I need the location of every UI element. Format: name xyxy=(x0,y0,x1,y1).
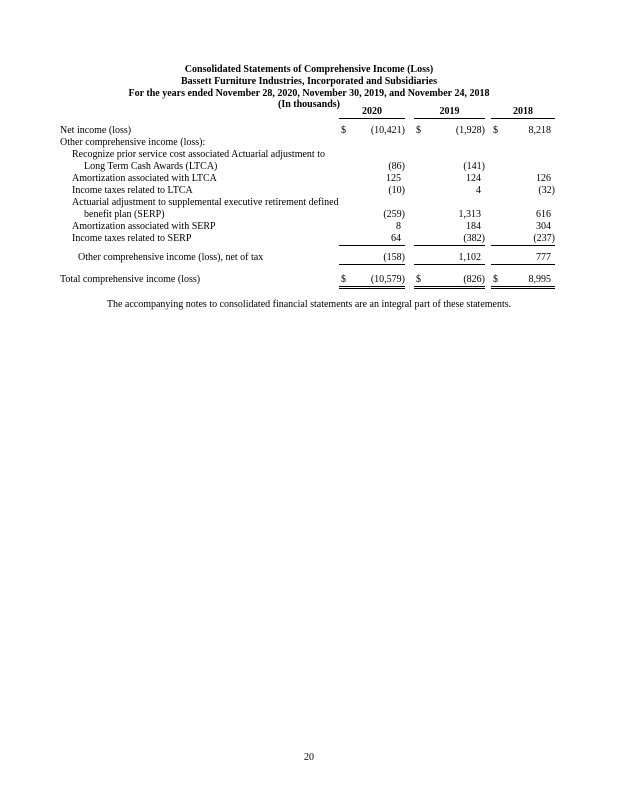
footnote: The accompanying notes to consolidated financial statements are an integral part of these statements. xyxy=(106,299,512,310)
cell-2019 xyxy=(414,209,485,221)
dollar-sign: $ xyxy=(493,274,498,285)
cell-value: 64 xyxy=(391,233,401,244)
cell-2020 xyxy=(339,185,405,197)
cell-2020 xyxy=(339,209,405,221)
cell-2018 xyxy=(491,274,555,289)
cell-value: (382) xyxy=(463,233,485,244)
cell-2018 xyxy=(491,185,555,197)
cell-2018 xyxy=(491,233,555,246)
cell-2020 xyxy=(339,274,405,289)
cell-2018 xyxy=(491,161,555,173)
cell-value: (259) xyxy=(383,209,405,220)
cell-2018 xyxy=(491,173,555,185)
cell-2018 xyxy=(491,149,555,161)
row-label: Net income (loss) xyxy=(60,125,132,136)
cell-2020 xyxy=(339,137,405,149)
cell-value: 126 xyxy=(536,173,551,184)
dollar-sign: $ xyxy=(493,125,498,136)
cell-value: 616 xyxy=(536,209,551,220)
dollar-sign: $ xyxy=(416,125,421,136)
table-row xyxy=(60,274,560,286)
cell-value: (237) xyxy=(533,233,555,244)
cell-2019 xyxy=(414,149,485,161)
row-label: Amortization associated with SERP xyxy=(72,221,216,232)
cell-2020 xyxy=(339,252,405,265)
cell-value: 304 xyxy=(536,221,551,232)
cell-2019 xyxy=(414,252,485,265)
cell-value: 777 xyxy=(536,252,551,263)
cell-2018 xyxy=(491,137,555,149)
cell-2018 xyxy=(491,125,555,137)
cell-2020 xyxy=(339,221,405,233)
table-row xyxy=(60,185,560,197)
cell-value: 124 xyxy=(466,173,481,184)
cell-2018 xyxy=(491,209,555,221)
period-description: For the years ended November 28, 2020, November 30, 2019, and November 24, 2018 xyxy=(128,87,490,99)
row-label: Amortization associated with LTCA xyxy=(72,173,217,184)
cell-value: (10,421) xyxy=(370,125,405,136)
table-row xyxy=(60,197,560,209)
row-label: Income taxes related to LTCA xyxy=(72,185,193,196)
row-label: benefit plan (SERP) xyxy=(84,209,165,220)
cell-2020 xyxy=(339,197,405,209)
table-row xyxy=(60,252,560,264)
table-row xyxy=(60,137,560,149)
cell-value: (32) xyxy=(538,185,555,196)
row-label: Other comprehensive income (loss), net of tax xyxy=(78,252,264,263)
cell-2019 xyxy=(414,197,485,209)
table-row xyxy=(60,161,560,173)
row-label: Total comprehensive income (loss) xyxy=(60,274,201,285)
row-label: Income taxes related to SERP xyxy=(72,233,192,244)
cell-2020 xyxy=(339,173,405,185)
units-note: (In thousands) xyxy=(278,99,340,111)
cell-2020 xyxy=(339,161,405,173)
table-row xyxy=(60,233,560,245)
column-header-2018: 2018 xyxy=(491,106,555,119)
cell-2020 xyxy=(339,125,405,137)
cell-2019 xyxy=(414,137,485,149)
cell-value: (141) xyxy=(463,161,485,172)
cell-value: (86) xyxy=(388,161,405,172)
table-row xyxy=(60,221,560,233)
row-label: Long Term Cash Awards (LTCA) xyxy=(84,161,218,172)
table-row xyxy=(60,209,560,221)
dollar-sign: $ xyxy=(341,125,346,136)
cell-2018 xyxy=(491,221,555,233)
row-label: Recognize prior service cost associated Actuarial adjustment to xyxy=(72,149,325,160)
cell-value: (1,928) xyxy=(455,125,485,136)
cell-value: (158) xyxy=(383,252,405,263)
statement-title: Consolidated Statements of Comprehensive Income (Loss) xyxy=(184,64,434,75)
dollar-sign: $ xyxy=(416,274,421,285)
cell-value: (826) xyxy=(463,274,485,285)
column-header-2019: 2019 xyxy=(414,106,485,119)
cell-2019 xyxy=(414,185,485,197)
cell-value: 8,995 xyxy=(528,274,551,285)
page-number: 20 xyxy=(304,752,314,763)
cell-value: (10) xyxy=(388,185,405,196)
statement-title-block xyxy=(0,64,618,111)
cell-value: 1,102 xyxy=(458,252,481,263)
row-label: Other comprehensive income (loss): xyxy=(60,137,206,148)
cell-2019 xyxy=(414,233,485,246)
cell-value: 8 xyxy=(396,221,401,232)
cell-2019 xyxy=(414,173,485,185)
cell-value: 1,313 xyxy=(458,209,481,220)
column-header-2020: 2020 xyxy=(339,106,405,119)
cell-value: 125 xyxy=(386,173,401,184)
row-label: Actuarial adjustment to supplemental executive retirement defined xyxy=(72,197,339,208)
cell-2019 xyxy=(414,125,485,137)
cell-value: 184 xyxy=(466,221,481,232)
table-row xyxy=(60,125,560,137)
cell-2020 xyxy=(339,149,405,161)
dollar-sign: $ xyxy=(341,274,346,285)
cell-2019 xyxy=(414,221,485,233)
cell-2019 xyxy=(414,161,485,173)
cell-2019 xyxy=(414,274,485,289)
cell-2020 xyxy=(339,233,405,246)
table-row xyxy=(60,173,560,185)
table-row xyxy=(60,149,560,161)
cell-value: (10,579) xyxy=(370,274,405,285)
company-name: Bassett Furniture Industries, Incorporated and Subsidiaries xyxy=(181,75,437,87)
cell-value: 4 xyxy=(476,185,481,196)
cell-2018 xyxy=(491,252,555,265)
cell-value: 8,218 xyxy=(528,125,551,136)
cell-2018 xyxy=(491,197,555,209)
